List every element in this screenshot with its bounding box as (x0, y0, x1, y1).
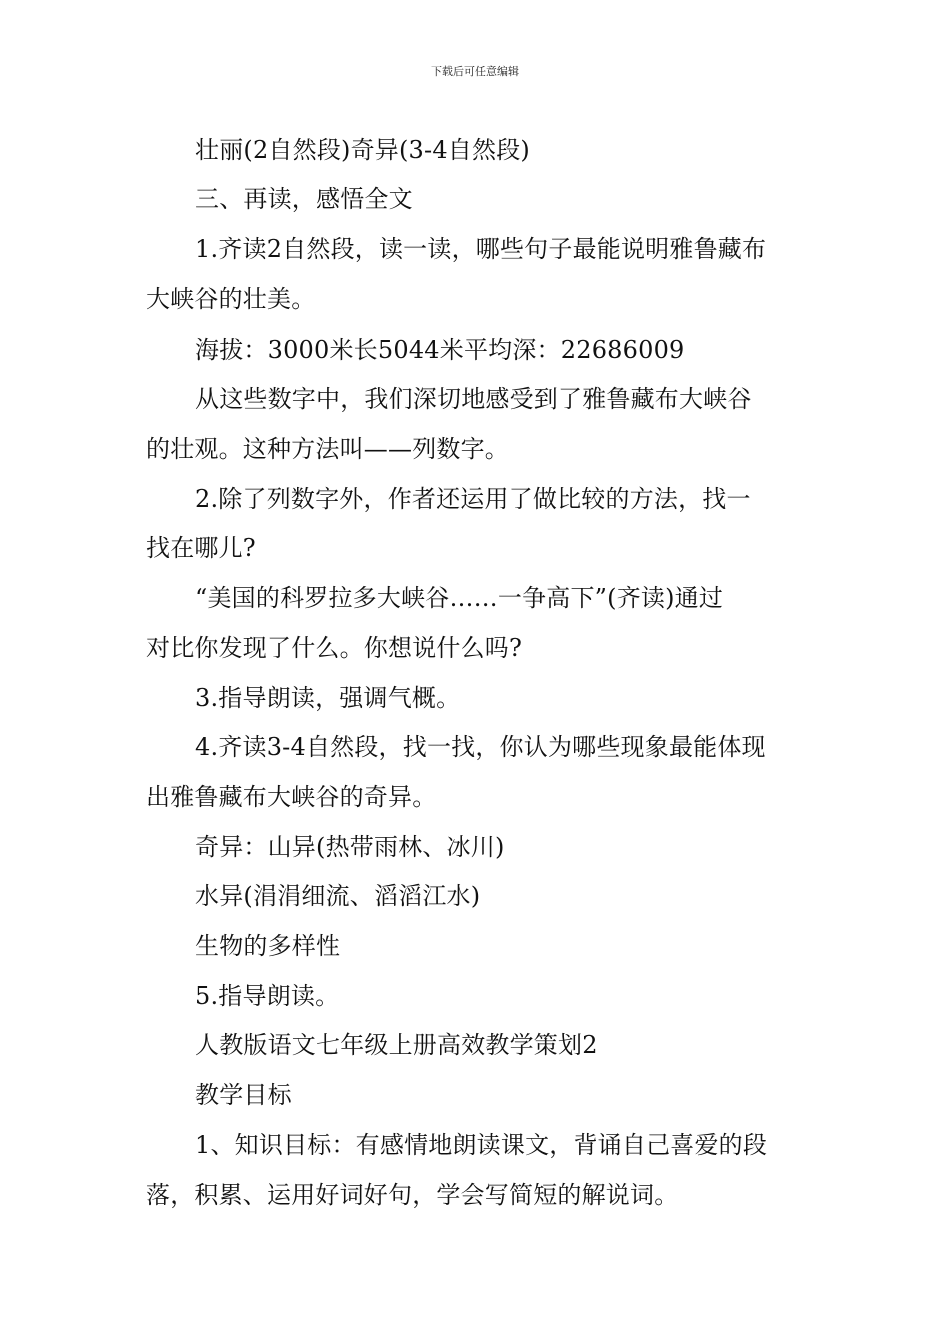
text-line-22: 落，积累、运用好词好句，学会写简短的解说词。 (146, 1181, 679, 1209)
section-heading-objectives: 教学目标 (195, 1081, 292, 1109)
text-line-16: 水异(涓涓细流、滔滔江水) (195, 882, 481, 910)
text-line-10: “美国的科罗拉多大峡谷……一争高下”(齐读)通过 (195, 584, 724, 612)
text-line-5: 海拔：3000米长5044米平均深：22686009 (195, 336, 685, 364)
text-line-4: 大峡谷的壮美。 (146, 285, 316, 313)
text-line-13: 4.齐读3-4自然段，找一找，你认为哪些现象最能体现 (195, 733, 766, 761)
text-line-12: 3.指导朗读，强调气概。 (195, 684, 461, 712)
text-line-14: 出雅鲁藏布大峡谷的奇异。 (146, 783, 437, 811)
section-heading-reread: 三、再读，感悟全文 (195, 185, 413, 213)
page-header-note: 下载后可任意编辑 (431, 65, 519, 78)
text-line-17: 生物的多样性 (195, 932, 341, 960)
text-line-8: 2.除了列数字外，作者还运用了做比较的方法，找一 (195, 485, 751, 513)
text-line-9: 找在哪儿? (146, 534, 256, 562)
text-line-3: 1.齐读2自然段，读一读，哪些句子最能说明雅鲁藏布 (195, 235, 767, 263)
text-line-1: 壮丽(2自然段)奇异(3-4自然段) (195, 136, 530, 164)
text-line-11: 对比你发现了什么。你想说什么吗? (146, 634, 523, 662)
document-title-2: 人教版语文七年级上册高效教学策划2 (195, 1031, 598, 1059)
text-line-21: 1、知识目标：有感情地朗读课文，背诵自己喜爱的段 (195, 1131, 768, 1159)
text-line-15: 奇异：山异(热带雨林、冰川) (195, 833, 505, 861)
text-line-7: 的壮观。这种方法叫——列数字。 (146, 435, 509, 463)
text-line-6: 从这些数字中，我们深切地感受到了雅鲁藏布大峡谷 (195, 385, 752, 413)
text-line-18: 5.指导朗读。 (195, 982, 340, 1010)
